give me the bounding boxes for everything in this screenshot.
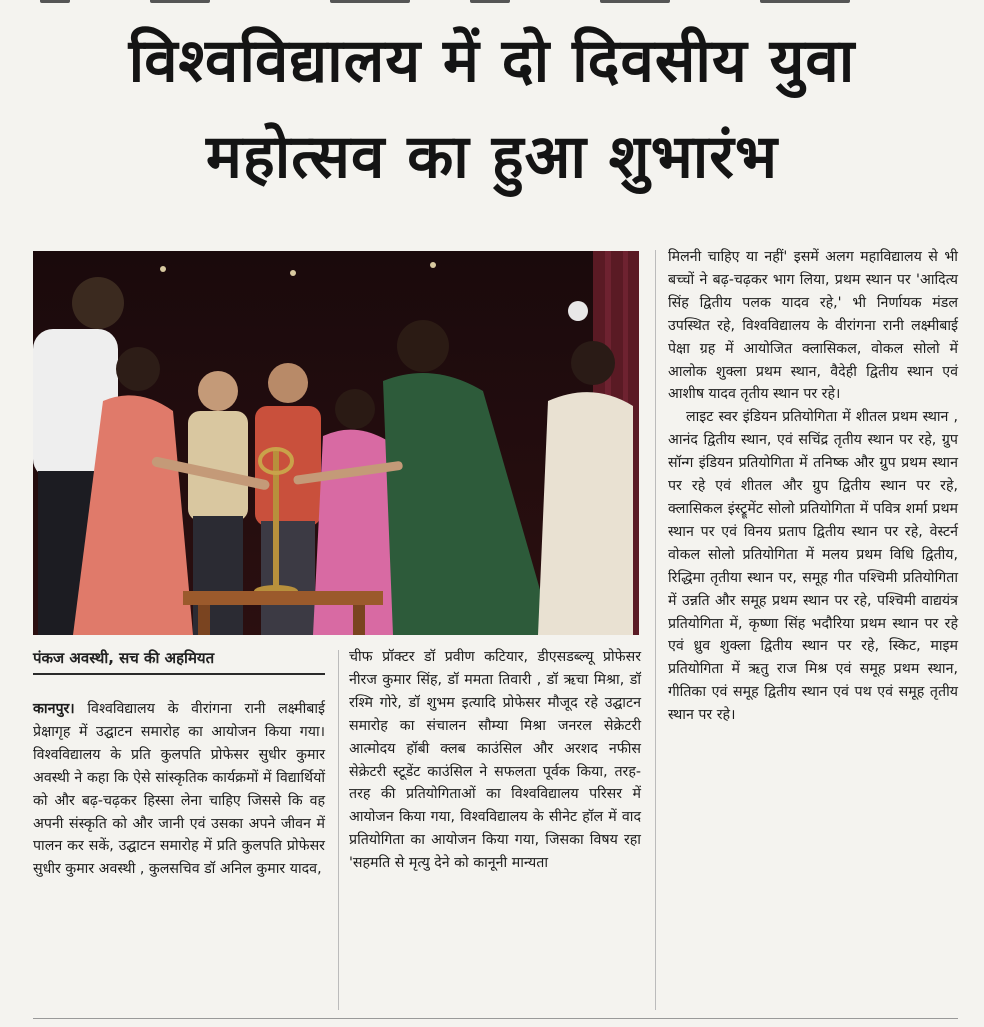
article-paragraph bbox=[33, 698, 325, 881]
headline-line-2: महोत्सव का हुआ शुभारंभ bbox=[205, 122, 779, 192]
article-text: लाइट स्वर इंडियन प्रतियोगिता में शीतल प्रथम स्थान , आनंद द्वितीय स्थान, एवं सचिंद्र तृतीय स्थान पर रहे, ग्रुप सॉन्ग इंडियन प्रतियोगिता में तनिष्क और ग्रुप प्रथम स्थान पर रहे एवं शीतल और ग्रुप द्वितीय स्थान पर रहे, क्लासिकल इंस्ट्रूमेंट सोलो प्रतियोगिता में पवित्र शर्मा प्रथम स्थान पर एवं विनय प्रताप द्वितीय स्थान पर रहे, वेस्टर्न वोकल सोलो प्रतियोगिता में मलय प्रथम विधि द्वितीय, रिद्धिमा तृतीया स्थान पर, समूह गीत पश्चिमी प्रतियोगिता में उन्नति और समूह प्रथम स्थान पर रहे, पश्चिमी वाद्ययंत्र प्रतियोगिता में, कृष्णा सिंह भदौरिया प्रथम स्थान पर रहे एवं ध्रुव शुक्ला द्वितीय स्थान पर रहे, स्किट, माइम प्रतियोगिता में ऋतु राज मिश्र एवं समूह प्रथम स्थान, गीतिका एवं समूह द्वितीय स्थान एवं पथ एवं समूह तृतीय स्थान पर रहे। bbox=[668, 409, 958, 724]
article-column-1 bbox=[33, 698, 325, 881]
article-text: मिलनी चाहिए या नहीं' इसमें अलग महाविद्यालय से भी बच्चों ने बढ़-चढ़कर भाग लिया, प्रथम स्थान पर 'आदित्य सिंह द्वितीय पलक यादव रहे,' भी निर्णायक मंडल उपस्थित रहे, विश्वविद्यालय के वीरांगना रानी लक्ष्मीबाई पेक्षा ग्रह में आयोजित क्लासिकल, वोकल सोलो में आलोक शुक्ला प्रथम स्थान, वैदेही द्वितीय स्थान एवं आशीष यादव तृतीय स्थान पर रहे। bbox=[668, 249, 958, 403]
dateline: कानपुर। bbox=[33, 701, 75, 717]
clipped-previous-text bbox=[0, 0, 984, 8]
article-column-2 bbox=[349, 646, 641, 875]
column-divider bbox=[338, 650, 339, 1010]
column-divider bbox=[655, 250, 656, 1010]
byline: पंकज अवस्थी, सच की अहमियत bbox=[33, 649, 215, 667]
article-text: चीफ प्रॉक्टर डॉ प्रवीण कटियार, डीएसडब्ल्यू प्रोफेसर नीरज कुमार सिंह, डॉ ममता तिवारी , डॉ ऋचा मिश्रा, डॉ रश्मि गोरे, डॉ शुभम इत्यादि प्रोफेसर मौजूद रहे उद्घाटन समारोह का संचालन सौम्या मिश्रा जनरल सेक्रेटरी आत्मोदय हॉबी क्लब काउंसिल और अरशद नफीस सेक्रेटरी स्टूडेंट काउंसिल ने सफलता पूर्वक किया, तरह-तरह की प्रतियोगिताओं का विश्वविद्यालय परिसर में आयोजन किया गया, विश्वविद्यालय के सीनेट हॉल में वाद प्रतियोगिता का आयोजन किया गया, जिसका विषय रहा 'सहमति से मृत्यु देने को कानूनी मान्यता bbox=[349, 649, 641, 872]
byline-divider bbox=[33, 673, 325, 675]
article-text: विश्वविद्यालय के वीरांगना रानी लक्ष्मीबाई प्रेक्षागृह में उद्घाटन समारोह का आयोजन किया गया। विश्वविद्यालय के प्रति कुलपति प्रोफेसर सुधीर कुमार अवस्थी ने कहा कि ऐसे सांस्कृतिक कार्यक्रमों में विद्यार्थियों को और बढ़-चढ़कर हिस्सा लेना चाहिए जिससे कि वह अपनी संस्कृति को और जानी एवं उसका अपने जीवन में पालन कर सकें, उद्घाटन समारोह में प्रति कुलपति प्रोफेसर सुधीर कुमार अवस्थी , कुलसचिव डॉ अनिल कुमार यादव, bbox=[33, 701, 325, 878]
headline-line-1: विश्वविद्यालय में दो दिवसीय युवा bbox=[128, 26, 856, 96]
bottom-rule bbox=[33, 1018, 958, 1019]
news-photo bbox=[33, 251, 639, 635]
lamp-lighting-photo-icon bbox=[33, 251, 639, 635]
article-column-3 bbox=[668, 246, 958, 727]
